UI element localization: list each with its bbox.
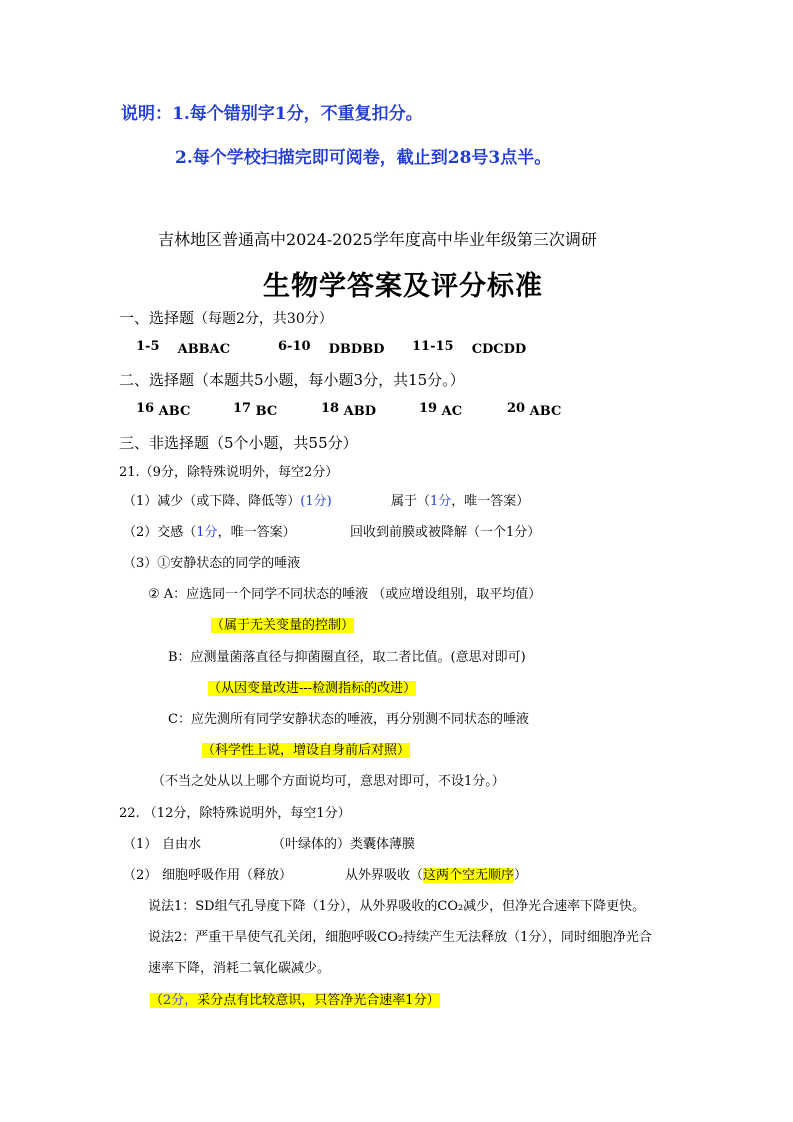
section1-heading-text: 一、选择题 — [119, 309, 195, 327]
q21-part1-b-tail: ，唯一答案） — [451, 494, 530, 509]
q22-score-note — [150, 989, 440, 1008]
answer-20 — [507, 401, 562, 419]
q21-part2-b: 回收到前膜或被降解（一个1分） — [350, 525, 541, 540]
q22-part2-a: 细胞呼吸作用（释放） — [162, 868, 293, 883]
answer-19 — [419, 401, 463, 419]
q21-part3-A-note — [211, 614, 354, 633]
q22-explanation-2-cont: 速率下降，消耗二氧化碳减少。 — [148, 961, 331, 976]
q22-explanation-2: 说法2：严重干旱使气孔关闭，细胞呼吸CO₂持续产生无法释放（1分），同时细胞净光合 — [148, 930, 652, 945]
q21-part1-a-score: (1分) — [300, 494, 332, 509]
q21-part2-a-tail: ，唯一答案） — [217, 525, 296, 540]
q22-part1-a: 自由水 — [162, 837, 202, 852]
highlight-note: （从因变量改进---检测指标的改进） — [208, 681, 417, 696]
q21-head: 21.（9分，除特殊说明外，每空2分） — [119, 465, 339, 480]
note-line-1: 说明：1.每个错别字1分，不重复扣分。 — [121, 104, 423, 124]
answer-value: ABBAC — [177, 342, 231, 357]
q21-part3-C-note — [202, 739, 410, 758]
score-criteria: 采分点有比较意识，只答净光合速率1分 — [197, 993, 427, 1008]
note-line-2: 2.每个学校扫描完即可阅卷，截止到28号3点半。 — [175, 148, 552, 168]
answer-11-15 — [412, 339, 527, 357]
q22-explanation-1: 说法1：SD组气孔导度下降（1分），从外界吸收的CO₂减少，但净光合速率下降更快。 — [148, 899, 646, 914]
answer-num: 17 — [233, 401, 252, 416]
q22-head: 22. （12分，除特殊说明外，每空1分） — [119, 806, 351, 821]
answer-value: AC — [441, 404, 463, 419]
q21-part3-C: C：应先测所有同学安静状态的唾液，再分别测不同状态的唾液 — [168, 712, 529, 727]
q21-part3-A: ② A：应选同一个同学不同状态的唾液 （或应增设组别，取平均值） — [148, 587, 542, 602]
page-title: 生物学答案及评分标准 — [263, 271, 543, 302]
section1-heading — [119, 307, 333, 328]
answer-value: BC — [255, 404, 278, 419]
q21-part1-a-text: （1）减少（或下降、降低等） — [123, 494, 301, 509]
answer-17 — [233, 401, 278, 419]
q21-part2-a — [123, 521, 296, 540]
answer-18 — [321, 401, 376, 419]
q21-part3-B-note — [208, 677, 416, 696]
score-points: 2分， — [163, 993, 198, 1008]
section3-heading: 三、非选择题（5个小题，共55分） — [119, 434, 358, 452]
answer-num: 20 — [507, 401, 526, 416]
answer-num: 16 — [136, 401, 155, 416]
section1-meta: （每题2分，共30分） — [194, 311, 333, 327]
highlight-note: （属于无关变量的控制） — [211, 618, 355, 633]
section2-heading: 二、选择题（本题共5小题，每小题3分，共15分。） — [119, 371, 465, 389]
answer-range: 1-5 — [136, 339, 160, 354]
q21-part1-b-score: 1分 — [430, 494, 452, 509]
q21-part1-b-text: 属于（ — [391, 494, 431, 509]
answer-16 — [136, 401, 191, 419]
q22-part1-label: （1） — [123, 837, 158, 852]
highlight-note: 这两个空无顺序 — [423, 868, 515, 883]
q21-part1-a — [123, 490, 332, 509]
highlight-note: （科学性上说，增设自身前后对照） — [202, 743, 411, 758]
answer-range: 11-15 — [412, 339, 454, 354]
score-open: （ — [150, 993, 164, 1008]
answer-value: ABC — [158, 404, 191, 419]
q21-part2-a-score: 1分 — [196, 525, 218, 540]
q22-part1-b: （叶绿体的）类囊体薄膜 — [272, 837, 416, 852]
answer-num: 19 — [419, 401, 438, 416]
q21-part3-B: B：应测量菌落直径与抑菌圈直径，取二者比值。(意思对即可) — [168, 650, 526, 665]
q21-part1-b — [391, 490, 529, 509]
answer-range: 6-10 — [278, 339, 311, 354]
q21-part3-tail: （不当之处从以上哪个方面说均可，意思对即可，不设1分。） — [152, 774, 505, 789]
answer-value: ABC — [529, 404, 562, 419]
q22-part2-b-text: 从外界吸收（ — [345, 868, 424, 883]
answer-value: CDCDD — [471, 342, 527, 357]
q21-part2-a-text: （2）交感（ — [123, 525, 197, 540]
q22-part2-b — [345, 864, 527, 883]
exam-header: 吉林地区普通高中2024-2025学年度高中毕业年级第三次调研 — [158, 230, 597, 249]
q22-part2-b-tail: ） — [514, 868, 528, 883]
answer-num: 18 — [321, 401, 340, 416]
answer-1-5 — [136, 339, 231, 357]
q22-part2-label: （2） — [123, 868, 158, 883]
answer-value: DBDBD — [328, 342, 385, 357]
q21-part3: （3）①安静状态的同学的唾液 — [123, 556, 301, 571]
answer-6-10 — [278, 339, 385, 357]
answer-value: ABD — [343, 404, 376, 419]
score-close: ） — [426, 993, 440, 1008]
